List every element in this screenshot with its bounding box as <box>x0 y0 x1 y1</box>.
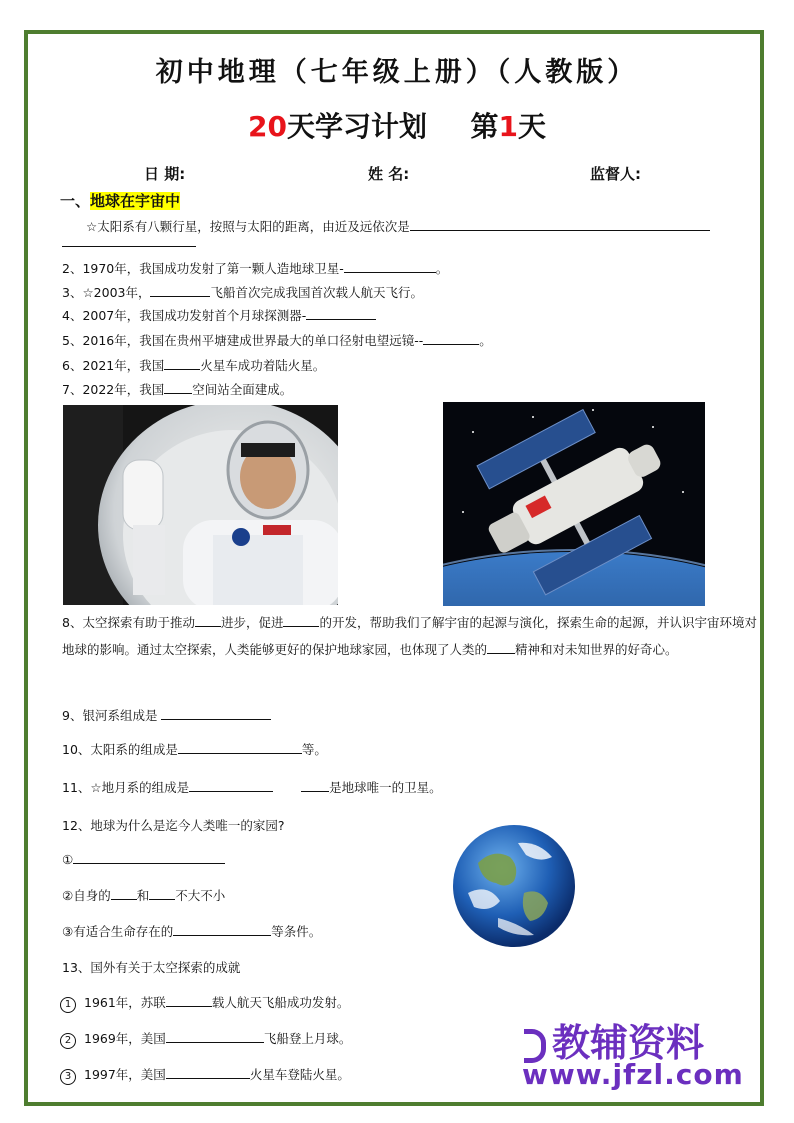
answer-blank[interactable] <box>283 614 319 627</box>
answer-blank[interactable] <box>73 851 225 864</box>
answer-blank[interactable] <box>62 234 196 247</box>
answer-blank[interactable] <box>166 994 212 1007</box>
question-11 <box>62 778 442 796</box>
space-station-photo <box>443 402 705 606</box>
answer-blank[interactable] <box>150 284 210 297</box>
page-subtitle <box>0 105 794 145</box>
answer-blank[interactable] <box>164 357 200 370</box>
question-6-text: 6、2021年，我国 <box>62 358 165 373</box>
question-10-end: 等。 <box>301 742 327 757</box>
question-3 <box>62 283 423 301</box>
watermark-url: www.jfzl.com <box>522 1058 744 1091</box>
answer-blank[interactable] <box>195 614 221 627</box>
question-7-end: 空间站全面建成。 <box>192 382 293 397</box>
question-13-item-2 <box>60 1029 351 1049</box>
answer-blank[interactable] <box>423 332 479 345</box>
question-11-end: 是地球唯一的卫星。 <box>329 780 442 795</box>
answer-blank[interactable] <box>189 779 273 792</box>
astronaut-photo <box>63 405 338 605</box>
item-1-marker: 1 <box>60 997 76 1013</box>
answer-blank[interactable] <box>306 307 376 320</box>
answer-blank[interactable] <box>161 707 271 720</box>
answer-blank[interactable] <box>149 887 175 900</box>
subtitle-plan-text: 天学习计划 <box>286 110 427 143</box>
question-13-item-3 <box>60 1065 350 1085</box>
section-title: 地球在宇宙中 <box>90 192 181 210</box>
question-2-text: 2、1970年，我国成功发射了第一颗人造地球卫星- <box>62 261 344 276</box>
answer-blank[interactable] <box>164 381 192 394</box>
watermark-brand-text: 教辅资料 <box>552 1021 705 1065</box>
item-1-text-b: 载人航天飞船成功发射。 <box>211 995 350 1010</box>
question-3-end: 飞船首次完成我国首次载人航天飞行。 <box>210 285 423 300</box>
question-6 <box>62 356 325 374</box>
question-2 <box>62 259 448 277</box>
subtitle-day-prefix: 第 <box>470 110 499 143</box>
question-5-text: 5、2016年，我国在贵州平塘建成世界最大的单口径射电望远镜-- <box>62 333 424 348</box>
question-4 <box>62 306 376 324</box>
answer-blank[interactable] <box>166 1066 250 1079</box>
reason-3-text-b: 等条件。 <box>271 924 322 939</box>
question-3-text: 3、☆2003年， <box>62 285 151 300</box>
question-7 <box>62 380 292 398</box>
item-2-marker: 2 <box>60 1033 76 1049</box>
section-heading <box>60 190 180 211</box>
question-1-continuation <box>62 234 196 250</box>
question-10 <box>62 740 327 758</box>
answer-blank[interactable] <box>487 641 515 654</box>
question-11-text: 11、☆地月系的组成是 <box>62 780 190 795</box>
answer-blank[interactable] <box>173 923 271 936</box>
date-label: 日 期: <box>144 165 186 183</box>
item-3-text-b: 火星车登陆火星。 <box>249 1067 350 1082</box>
name-label: 姓 名: <box>368 165 410 183</box>
answer-blank[interactable] <box>301 779 329 792</box>
question-1-text: ☆太阳系有八颗行星，按照与太阳的距离，由近及远依次是 <box>86 219 410 234</box>
section-number: 一、 <box>60 192 91 210</box>
question-8-text-a: 8、太空探索有助于推动 <box>62 615 195 630</box>
subtitle-days-number: 20 <box>248 110 287 143</box>
page-title: 初中地理（七年级上册）（人教版） <box>155 57 639 88</box>
reason-1-marker: ① <box>62 852 74 867</box>
question-9 <box>62 706 271 724</box>
item-3-marker: 3 <box>60 1069 76 1085</box>
question-1 <box>86 217 710 235</box>
question-9-text: 9、银河系组成是 <box>62 708 158 723</box>
question-10-text: 10、太阳系的组成是 <box>62 742 178 757</box>
item-1-text-a: 1961年，苏联 <box>84 995 166 1010</box>
item-2-text-b: 飞船登上月球。 <box>263 1031 352 1046</box>
question-8 <box>62 609 762 663</box>
question-13: 13、国外有关于太空探索的成就 <box>62 960 241 975</box>
item-3-text-a: 1997年，美国 <box>84 1067 166 1082</box>
question-7-text: 7、2022年，我国 <box>62 382 165 397</box>
question-4-text: 4、2007年，我国成功发射首个月球探测器- <box>62 308 307 323</box>
question-8-text-d: 精神和对未知世界的好奇心。 <box>515 642 678 657</box>
reason-2-text-c: 不大不小 <box>175 888 226 903</box>
question-6-end: 火星车成功着陆火星。 <box>200 358 326 373</box>
question-5-end: 。 <box>479 333 492 348</box>
answer-blank[interactable] <box>111 887 137 900</box>
reason-2-text-a: ②自身的 <box>62 888 111 903</box>
question-13-item-1 <box>60 993 349 1013</box>
question-12-reason-2 <box>62 886 225 904</box>
subtitle-day-number: 1 <box>498 110 518 143</box>
earth-image <box>448 823 580 949</box>
question-12: 12、地球为什么是迄今人类唯一的家园? <box>62 818 285 833</box>
answer-blank[interactable] <box>344 260 436 273</box>
supervisor-label: 监督人: <box>590 165 641 183</box>
question-2-end: 。 <box>435 261 449 276</box>
reason-2-text-b: 和 <box>136 888 150 903</box>
question-8-text-b: 进步，促进 <box>220 615 284 630</box>
question-12-reason-3 <box>62 922 321 940</box>
answer-blank[interactable] <box>410 218 710 231</box>
question-12-reason-1 <box>62 851 225 867</box>
question-5 <box>62 331 492 349</box>
item-2-text-a: 1969年，美国 <box>84 1031 166 1046</box>
answer-blank[interactable] <box>178 741 302 754</box>
question-8-text-c: 的开发，帮助我们了解宇宙的起源与演化，探索生命的起源，并认识宇宙环境对地球的影响。通过太空探索，人类能够更好的保护地球家园，也体现了人类的 <box>62 615 757 657</box>
reason-3-text-a: ③有适合生命存在的 <box>62 924 174 939</box>
answer-blank[interactable] <box>166 1030 264 1043</box>
subtitle-day-suffix: 天 <box>517 110 546 143</box>
